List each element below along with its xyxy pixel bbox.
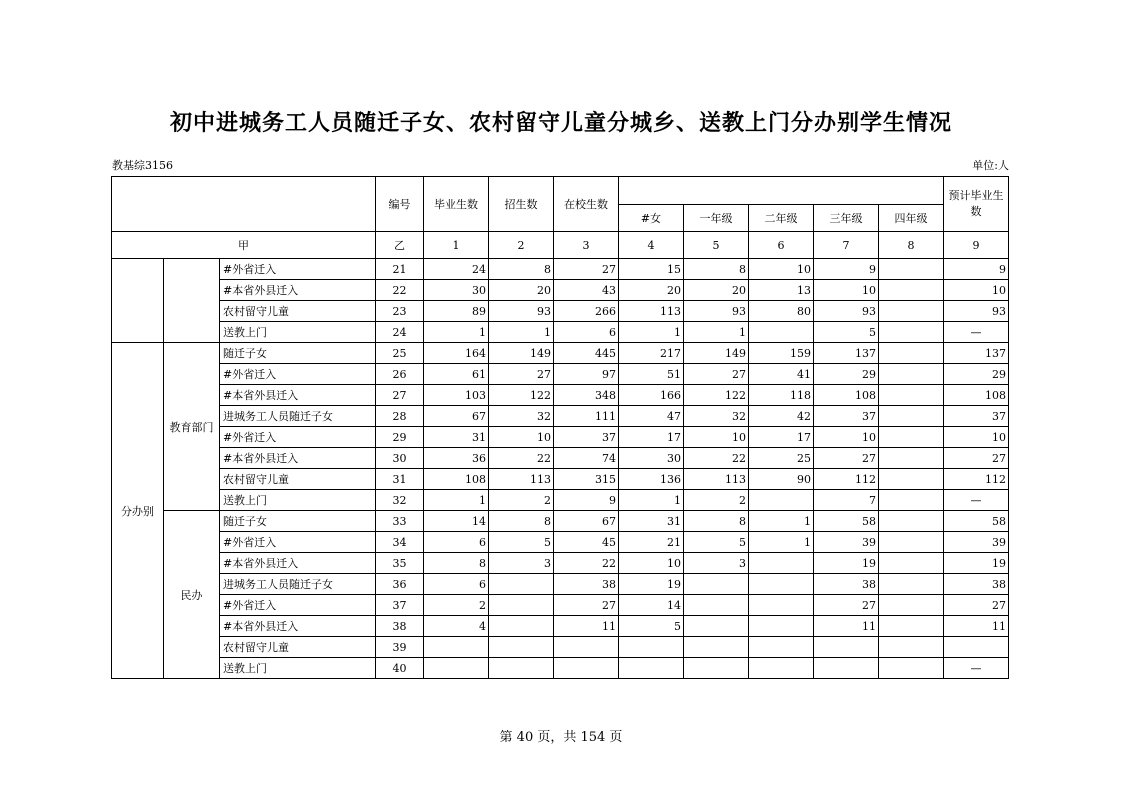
data-cell: 19 [814, 553, 879, 574]
data-cell [944, 637, 1009, 658]
data-cell: 112 [814, 469, 879, 490]
data-cell: 32 [684, 406, 749, 427]
data-cell: 9 [554, 490, 619, 511]
data-cell: 24 [424, 259, 489, 280]
data-cell [489, 574, 554, 595]
data-cell: 36 [424, 448, 489, 469]
data-cell: 14 [619, 595, 684, 616]
data-cell: 10 [944, 280, 1009, 301]
data-cell: 9 [944, 259, 1009, 280]
data-cell: 10 [489, 427, 554, 448]
data-cell: 20 [684, 280, 749, 301]
row-number: 29 [376, 427, 424, 448]
row-label: 农村留守儿童 [220, 637, 376, 658]
header-female: #女 [619, 205, 684, 232]
data-cell: 136 [619, 469, 684, 490]
data-cell: 93 [684, 301, 749, 322]
data-cell: 2 [684, 490, 749, 511]
data-cell [749, 490, 814, 511]
data-cell: 315 [554, 469, 619, 490]
data-cell: 5 [489, 532, 554, 553]
data-cell: 51 [619, 364, 684, 385]
data-cell: 166 [619, 385, 684, 406]
code-row [112, 232, 1009, 259]
table-row [112, 406, 1009, 427]
table-row [112, 322, 1009, 343]
data-cell [749, 616, 814, 637]
data-cell [879, 658, 944, 679]
data-cell: 3 [684, 553, 749, 574]
data-cell: 61 [424, 364, 489, 385]
data-cell: 5 [814, 322, 879, 343]
row-label: 送教上门 [220, 658, 376, 679]
data-cell: 42 [749, 406, 814, 427]
row-number: 37 [376, 595, 424, 616]
row-label: #本省外县迁入 [220, 616, 376, 637]
data-cell: 11 [814, 616, 879, 637]
data-cell [489, 637, 554, 658]
data-cell: 6 [424, 574, 489, 595]
data-cell: 27 [814, 448, 879, 469]
data-cell: 7 [814, 490, 879, 511]
data-cell: 37 [554, 427, 619, 448]
data-cell: 14 [424, 511, 489, 532]
data-cell: 29 [944, 364, 1009, 385]
data-cell: 5 [684, 532, 749, 553]
row-label: #本省外县迁入 [220, 385, 376, 406]
data-cell: 29 [814, 364, 879, 385]
data-cell: 108 [944, 385, 1009, 406]
table-row [112, 511, 1009, 532]
data-cell: 10 [619, 553, 684, 574]
row-number: 26 [376, 364, 424, 385]
row-number: 33 [376, 511, 424, 532]
data-cell: 348 [554, 385, 619, 406]
data-cell: 159 [749, 343, 814, 364]
data-cell [424, 658, 489, 679]
table-row [112, 553, 1009, 574]
group-blank-b [164, 259, 220, 343]
data-cell [749, 637, 814, 658]
header-zaixiao: 在校生数 [554, 177, 619, 232]
header-blank [112, 177, 376, 232]
code-yi: 乙 [376, 232, 424, 259]
row-label: 送教上门 [220, 490, 376, 511]
row-number: 31 [376, 469, 424, 490]
row-label: #本省外县迁入 [220, 448, 376, 469]
data-cell [749, 553, 814, 574]
row-label: 进城务工人员随迁子女 [220, 406, 376, 427]
data-cell [879, 490, 944, 511]
data-cell: 6 [424, 532, 489, 553]
data-cell [879, 406, 944, 427]
data-cell [684, 637, 749, 658]
data-cell [684, 595, 749, 616]
data-cell: 5 [619, 616, 684, 637]
data-cell: 27 [684, 364, 749, 385]
data-cell: 8 [489, 511, 554, 532]
data-cell: 93 [944, 301, 1009, 322]
data-cell: 19 [619, 574, 684, 595]
data-cell [879, 616, 944, 637]
row-label: #外省迁入 [220, 595, 376, 616]
row-label: #本省外县迁入 [220, 553, 376, 574]
code-8: 8 [879, 232, 944, 259]
data-cell: 11 [554, 616, 619, 637]
data-cell: 1 [749, 511, 814, 532]
data-cell [879, 448, 944, 469]
table-row [112, 385, 1009, 406]
data-cell: — [944, 658, 1009, 679]
data-cell: 31 [619, 511, 684, 532]
row-number: 28 [376, 406, 424, 427]
table-row [112, 574, 1009, 595]
data-cell: 8 [684, 511, 749, 532]
row-number: 27 [376, 385, 424, 406]
data-cell: 108 [424, 469, 489, 490]
data-cell: 89 [424, 301, 489, 322]
data-cell: 38 [554, 574, 619, 595]
data-cell [749, 658, 814, 679]
data-cell: 39 [814, 532, 879, 553]
data-cell: 31 [424, 427, 489, 448]
table-row [112, 532, 1009, 553]
data-cell [814, 637, 879, 658]
data-cell: 103 [424, 385, 489, 406]
data-cell [879, 343, 944, 364]
data-cell: 1 [619, 490, 684, 511]
data-cell [749, 574, 814, 595]
data-cell: 122 [489, 385, 554, 406]
header-yuji: 预计毕业生数 [944, 177, 1009, 232]
code-9: 9 [944, 232, 1009, 259]
table-row [112, 637, 1009, 658]
table-row [112, 469, 1009, 490]
data-cell: 113 [619, 301, 684, 322]
data-cell: 74 [554, 448, 619, 469]
data-cell: 97 [554, 364, 619, 385]
data-cell: 19 [944, 553, 1009, 574]
header-biye: 毕业生数 [424, 177, 489, 232]
row-label: #本省外县迁入 [220, 280, 376, 301]
row-number: 25 [376, 343, 424, 364]
data-cell: 112 [944, 469, 1009, 490]
data-cell: 149 [489, 343, 554, 364]
data-cell: 30 [424, 280, 489, 301]
data-cell: 10 [814, 427, 879, 448]
data-cell: 9 [814, 259, 879, 280]
data-cell: 10 [944, 427, 1009, 448]
data-cell: 47 [619, 406, 684, 427]
data-cell: 13 [749, 280, 814, 301]
data-cell: 113 [489, 469, 554, 490]
data-cell: 58 [814, 511, 879, 532]
header-grade3: 三年级 [814, 205, 879, 232]
header-grade1: 一年级 [684, 205, 749, 232]
table-row [112, 301, 1009, 322]
data-cell: 8 [684, 259, 749, 280]
data-cell: 22 [554, 553, 619, 574]
data-cell [879, 385, 944, 406]
row-label: 随迁子女 [220, 343, 376, 364]
row-label: 随迁子女 [220, 511, 376, 532]
code-4: 4 [619, 232, 684, 259]
data-cell [879, 280, 944, 301]
row-number: 39 [376, 637, 424, 658]
data-cell: 113 [684, 469, 749, 490]
data-cell: 22 [489, 448, 554, 469]
header-zhaosheng: 招生数 [489, 177, 554, 232]
data-cell [554, 658, 619, 679]
data-cell: 58 [944, 511, 1009, 532]
data-cell: 45 [554, 532, 619, 553]
data-cell [554, 637, 619, 658]
data-cell: 266 [554, 301, 619, 322]
row-label: 农村留守儿童 [220, 301, 376, 322]
data-cell [879, 301, 944, 322]
data-cell: 21 [619, 532, 684, 553]
row-label: #外省迁入 [220, 364, 376, 385]
data-cell: 41 [749, 364, 814, 385]
data-cell: 90 [749, 469, 814, 490]
row-number: 24 [376, 322, 424, 343]
data-cell: 8 [489, 259, 554, 280]
page-title: 初中进城务工人员随迁子女、农村留守儿童分城乡、送教上门分办别学生情况 [169, 111, 952, 136]
data-cell: 38 [944, 574, 1009, 595]
data-cell: 17 [749, 427, 814, 448]
data-cell [619, 658, 684, 679]
data-cell [879, 427, 944, 448]
row-number: 34 [376, 532, 424, 553]
table-row [112, 427, 1009, 448]
data-cell: 93 [814, 301, 879, 322]
data-cell: 4 [424, 616, 489, 637]
header-grade4: 四年级 [879, 205, 944, 232]
table-row [112, 658, 1009, 679]
table-row [112, 616, 1009, 637]
data-cell: 27 [554, 259, 619, 280]
code-5: 5 [684, 232, 749, 259]
data-cell: — [944, 322, 1009, 343]
row-number: 30 [376, 448, 424, 469]
data-cell: 27 [554, 595, 619, 616]
code-1: 1 [424, 232, 489, 259]
statistics-table [111, 176, 1009, 679]
data-cell: 17 [619, 427, 684, 448]
data-cell [879, 532, 944, 553]
data-cell: 27 [944, 595, 1009, 616]
data-cell [879, 511, 944, 532]
data-cell: 445 [554, 343, 619, 364]
data-cell: 15 [619, 259, 684, 280]
group-fenbanbie: 分办别 [112, 343, 164, 679]
row-label: #外省迁入 [220, 259, 376, 280]
row-label: 农村留守儿童 [220, 469, 376, 490]
row-label: 进城务工人员随迁子女 [220, 574, 376, 595]
data-cell [684, 616, 749, 637]
data-cell: 67 [554, 511, 619, 532]
data-cell: 22 [684, 448, 749, 469]
page-footer: 第 40 页，共 154 页 [499, 730, 623, 745]
data-cell [749, 595, 814, 616]
unit-label: 单位:人 [972, 159, 1009, 172]
data-cell: 27 [944, 448, 1009, 469]
data-cell [814, 658, 879, 679]
code-3: 3 [554, 232, 619, 259]
data-cell: 2 [489, 490, 554, 511]
data-cell: 137 [944, 343, 1009, 364]
data-cell [879, 469, 944, 490]
row-number: 35 [376, 553, 424, 574]
data-cell [424, 637, 489, 658]
table-row [112, 364, 1009, 385]
data-cell: 32 [489, 406, 554, 427]
data-cell [879, 574, 944, 595]
row-label: #外省迁入 [220, 532, 376, 553]
data-cell: 1 [684, 322, 749, 343]
data-cell: 149 [684, 343, 749, 364]
data-cell [489, 616, 554, 637]
data-cell: 25 [749, 448, 814, 469]
data-cell: 10 [814, 280, 879, 301]
data-cell: 122 [684, 385, 749, 406]
header-blank-span [619, 177, 944, 205]
data-cell: 1 [424, 490, 489, 511]
data-cell: 43 [554, 280, 619, 301]
header-bianhao: 编号 [376, 177, 424, 232]
data-cell [879, 553, 944, 574]
code-2: 2 [489, 232, 554, 259]
data-cell: 20 [619, 280, 684, 301]
table-row [112, 259, 1009, 280]
data-cell [684, 658, 749, 679]
data-cell [879, 637, 944, 658]
data-cell: 217 [619, 343, 684, 364]
data-cell: 111 [554, 406, 619, 427]
table-row [112, 595, 1009, 616]
group-jiaoyu: 教育部门 [164, 343, 220, 511]
data-cell: 2 [424, 595, 489, 616]
table-row [112, 343, 1009, 364]
data-cell: 11 [944, 616, 1009, 637]
code-7: 7 [814, 232, 879, 259]
data-cell: — [944, 490, 1009, 511]
data-cell: 80 [749, 301, 814, 322]
data-cell: 108 [814, 385, 879, 406]
data-cell [879, 595, 944, 616]
code-jia: 甲 [112, 232, 376, 259]
data-cell [879, 364, 944, 385]
data-cell: 27 [489, 364, 554, 385]
data-cell [879, 322, 944, 343]
data-cell: 6 [554, 322, 619, 343]
data-cell: 137 [814, 343, 879, 364]
data-cell [489, 595, 554, 616]
data-cell: 30 [619, 448, 684, 469]
data-cell: 1 [749, 532, 814, 553]
data-cell: 118 [749, 385, 814, 406]
header-grade2: 二年级 [749, 205, 814, 232]
data-cell: 3 [489, 553, 554, 574]
data-cell: 38 [814, 574, 879, 595]
row-number: 23 [376, 301, 424, 322]
row-number: 32 [376, 490, 424, 511]
data-cell [749, 322, 814, 343]
group-minban: 民办 [164, 511, 220, 679]
data-cell: 20 [489, 280, 554, 301]
table-row [112, 490, 1009, 511]
group-blank-a [112, 259, 164, 343]
data-cell: 8 [424, 553, 489, 574]
data-cell: 10 [684, 427, 749, 448]
data-cell: 27 [814, 595, 879, 616]
data-cell: 39 [944, 532, 1009, 553]
row-label: #外省迁入 [220, 427, 376, 448]
data-cell: 1 [619, 322, 684, 343]
row-number: 22 [376, 280, 424, 301]
data-cell [879, 259, 944, 280]
data-cell: 1 [489, 322, 554, 343]
data-cell: 1 [424, 322, 489, 343]
header-row-1 [112, 177, 1009, 205]
form-code: 教基综3156 [112, 159, 173, 172]
row-number: 38 [376, 616, 424, 637]
data-cell [684, 574, 749, 595]
row-number: 36 [376, 574, 424, 595]
data-cell: 164 [424, 343, 489, 364]
data-cell: 37 [944, 406, 1009, 427]
data-cell: 10 [749, 259, 814, 280]
data-cell: 67 [424, 406, 489, 427]
data-cell [489, 658, 554, 679]
row-number: 21 [376, 259, 424, 280]
row-number: 40 [376, 658, 424, 679]
table-row [112, 280, 1009, 301]
row-label: 送教上门 [220, 322, 376, 343]
code-6: 6 [749, 232, 814, 259]
data-cell: 93 [489, 301, 554, 322]
data-cell: 37 [814, 406, 879, 427]
data-cell [619, 637, 684, 658]
table-row [112, 448, 1009, 469]
